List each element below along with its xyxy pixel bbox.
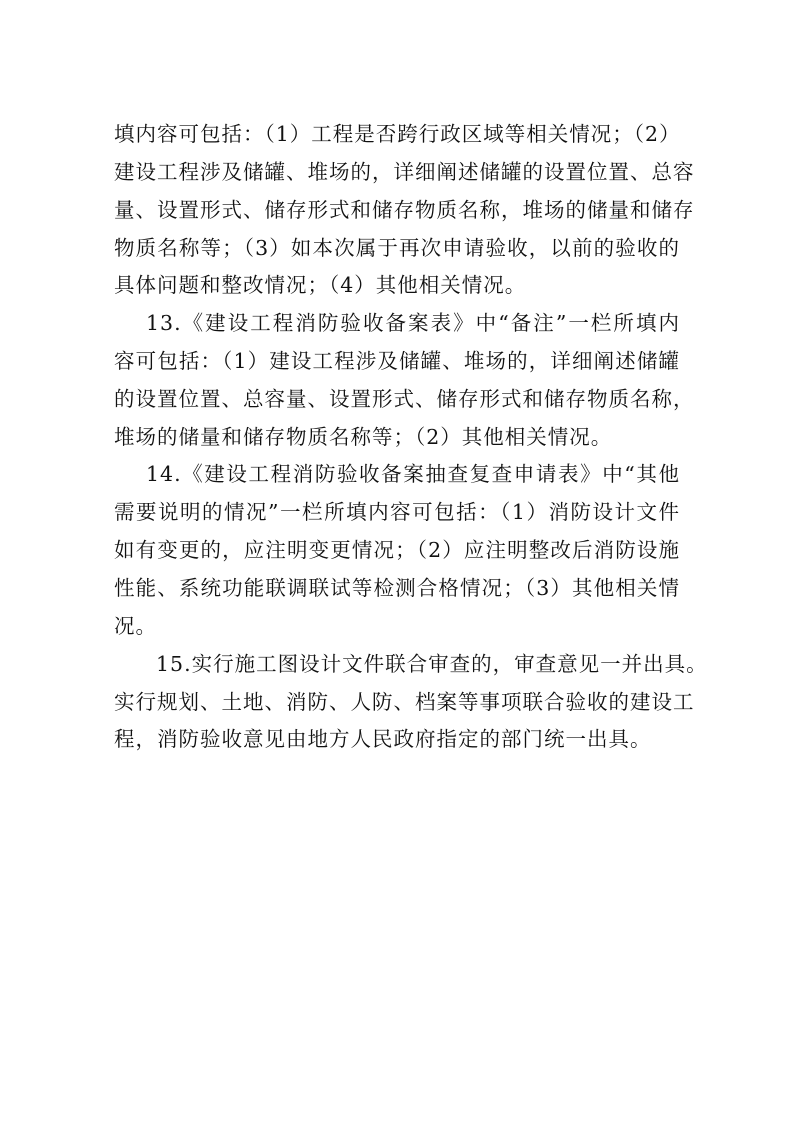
paragraph-line: 量、设置形式、储存形式和储存物质名称，堆场的储量和储存 bbox=[114, 198, 695, 222]
paragraph-line: 实行规划、土地、消防、人防、档案等事项联合验收的建设工 bbox=[114, 690, 695, 714]
paragraph-line: 堆场的储量和储存物质名称等；（2）其他相关情况。 bbox=[114, 425, 613, 449]
paragraph-line: 14.《建设工程消防验收备案抽查复查申请表》中“其他 bbox=[146, 462, 680, 486]
paragraph-line: 程，消防验收意见由地方人民政府指定的部门统一出具。 bbox=[114, 727, 652, 751]
paragraph-line: 13.《建设工程消防验收备案表》中“备注”一栏所填内 bbox=[146, 311, 680, 335]
paragraph-line: 如有变更的，应注明变更情况；（2）应注明整改后消防设施 bbox=[114, 538, 680, 562]
paragraph-line: 况。 bbox=[114, 614, 157, 638]
paragraph-line: 需要说明的情况”一栏所填内容可包括：（1）消防设计文件 bbox=[114, 500, 680, 524]
paragraph-line: 性能、系统功能联调联试等检测合格情况；（3）其他相关情 bbox=[114, 576, 680, 600]
paragraph-line: 具体问题和整改情况；（4）其他相关情况。 bbox=[114, 273, 527, 297]
paragraph-line: 容可包括：（1）建设工程涉及储罐、堆场的，详细阐述储罐 bbox=[114, 349, 680, 373]
paragraph-line: 15.实行施工图设计文件联合审查的，审查意见一并出具。 bbox=[156, 652, 708, 676]
paragraph-line: 的设置位置、总容量、设置形式、储存形式和储存物质名称， bbox=[114, 387, 695, 411]
paragraph-line: 填内容可包括：（1）工程是否跨行政区域等相关情况；（2） bbox=[114, 122, 681, 146]
paragraph-line: 物质名称等；（3）如本次属于再次申请验收，以前的验收的 bbox=[114, 236, 680, 260]
paragraph-line: 建设工程涉及储罐、堆场的，详细阐述储罐的设置位置、总容 bbox=[114, 160, 695, 184]
